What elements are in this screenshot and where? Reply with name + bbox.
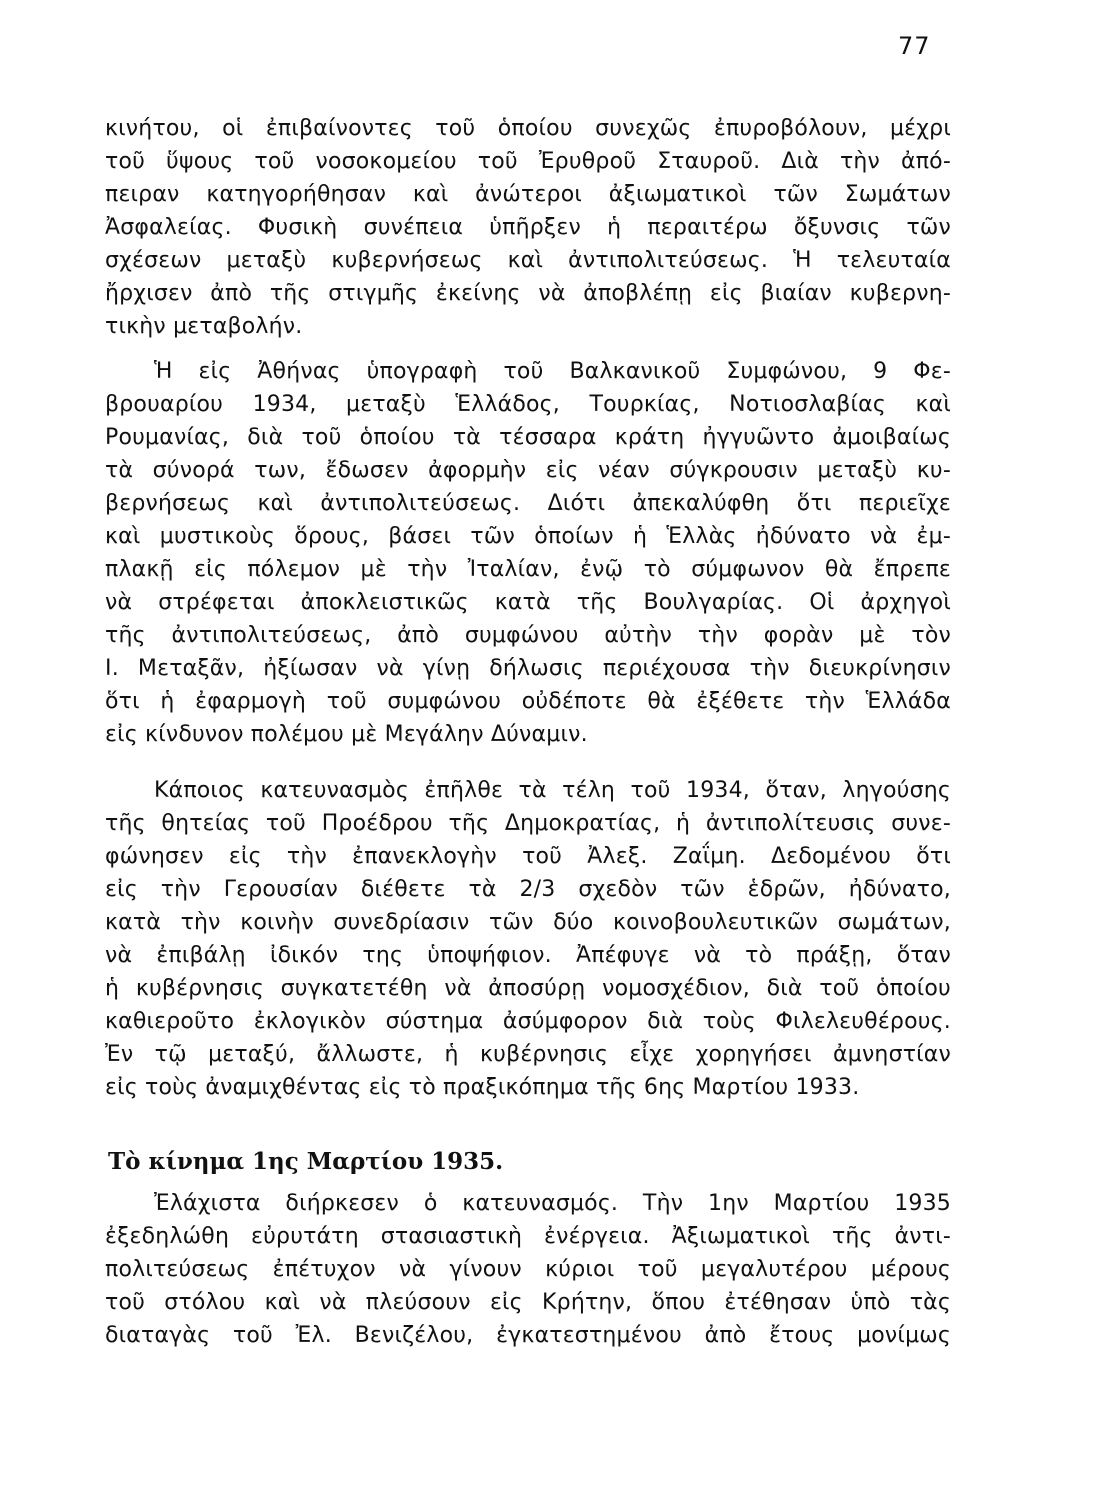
text-line: βερνήσεως καὶ ἀντιπολιτεύσεως. Διότι ἀπεκαλύφθη ὅτι περιεῖχε xyxy=(105,491,951,516)
text-line: εἰς κίνδυνον πολέμου μὲ Μεγάλην Δύναμιν. xyxy=(105,722,588,747)
text-line: νὰ ἐπιβάλῃ ἰδικόν της ὑποψήφιον. Ἀπέφυγε νὰ τὸ πράξῃ, ὅταν xyxy=(105,943,951,968)
text-line: Ἐν τῷ μεταξύ, ἄλλωστε, ἡ κυβέρνησις εἶχε χορηγήσει ἀμνηστίαν xyxy=(105,1042,951,1067)
text-line: τῆς ἀντιπολιτεύσεως, ἀπὸ συμφώνου αὐτὴν τὴν φορὰν μὲ τὸν xyxy=(105,623,951,648)
page-number: 77 xyxy=(898,32,931,60)
text-line: ὅτι ἡ ἐφαρμογὴ τοῦ συμφώνου οὐδέποτε θὰ ἐξέθετε τὴν Ἑλλάδα xyxy=(105,689,951,714)
text-line: εἰς τὴν Γερουσίαν διέθετε τὰ 2/3 σχεδὸν τῶν ἑδρῶν, ἠδύνατο, xyxy=(105,877,951,902)
text-line: Ρουμανίας, διὰ τοῦ ὁποίου τὰ τέσσαρα κράτη ἠγγυῶντο ἀμοιβαίως xyxy=(105,425,951,450)
text-line: Ι. Μεταξᾶν, ἠξίωσαν νὰ γίνῃ δήλωσις περιέχουσα τὴν διευκρίνησιν xyxy=(105,656,951,681)
text-line: ἡ κυβέρνησις συγκατετέθη νὰ ἀποσύρῃ νομοσχέδιον, διὰ τοῦ ὁποίου xyxy=(105,976,951,1001)
text-line: καθιεροῦτο ἐκλογικὸν σύστημα ἀσύμφορον διὰ τοὺς Φιλελευθέρους. xyxy=(105,1009,951,1034)
text-line: φώνησεν εἰς τὴν ἐπανεκλογὴν τοῦ Ἀλεξ. Ζαΐμη. Δεδομένου ὅτι xyxy=(105,844,951,869)
text-line: πλακῇ εἰς πόλεμον μὲ τὴν Ἰταλίαν, ἐνῷ τὸ σύμφωνον θὰ ἔπρεπε xyxy=(105,557,951,582)
text-line: ἐξεδηλώθη εὐρυτάτη στασιαστικὴ ἐνέργεια. Ἀξιωματικοὶ τῆς ἀντι- xyxy=(105,1224,951,1249)
text-line: βρουαρίου 1934, μεταξὺ Ἑλλάδος, Τουρκίας, Νοτιοσλαβίας καὶ xyxy=(105,392,951,417)
text-line: καὶ μυστικοὺς ὅρους, βάσει τῶν ὁποίων ἡ Ἑλλὰς ἠδύνατο νὰ ἐμ- xyxy=(105,524,951,549)
paragraph-3 xyxy=(105,774,951,1104)
text-line: νὰ στρέφεται ἀποκλειστικῶς κατὰ τῆς Βουλγαρίας. Οἱ ἀρχηγοὶ xyxy=(105,590,951,615)
text-line: σχέσεων μεταξὺ κυβερνήσεως καὶ ἀντιπολιτεύσεως. Ἡ τελευταία xyxy=(105,248,951,273)
text-line: πειραν κατηγορήθησαν καὶ ἀνώτεροι ἀξιωματικοὶ τῶν Σωμάτων xyxy=(105,182,951,207)
text-line: πολιτεύσεως ἐπέτυχον νὰ γίνουν κύριοι τοῦ μεγαλυτέρου μέρους xyxy=(105,1257,951,1282)
paragraph-1 xyxy=(105,112,951,343)
text-line: τικὴν μεταβολήν. xyxy=(105,314,303,339)
text-line: Κάποιος κατευνασμὸς ἐπῆλθε τὰ τέλη τοῦ 1934, ὅταν, ληγούσης xyxy=(154,778,951,803)
text-line: Ἐλάχιστα διήρκεσεν ὁ κατευνασμός. Τὴν 1ην Μαρτίου 1935 xyxy=(154,1191,951,1216)
text-line: τοῦ ὕψους τοῦ νοσοκομείου τοῦ Ἐρυθροῦ Σταυροῦ. Διὰ τὴν ἀπό- xyxy=(105,149,951,174)
text-line: τοῦ στόλου καὶ νὰ πλεύσουν εἰς Κρήτην, ὅπου ἐτέθησαν ὑπὸ τὰς xyxy=(105,1290,951,1315)
text-line: τὰ σύνορά των, ἔδωσεν ἀφορμὴν εἰς νέαν σύγκρουσιν μεταξὺ κυ- xyxy=(105,458,951,483)
text-line: κινήτου, οἱ ἐπιβαίνοντες τοῦ ὁποίου συνεχῶς ἐπυροβόλουν, μέχρι xyxy=(105,116,951,141)
section-heading: Τὸ κίνημα 1ης Μαρτίου 1935. xyxy=(108,1148,504,1175)
text-line: Ἡ εἰς Ἀθήνας ὑπογραφὴ τοῦ Βαλκανικοῦ Συμφώνου, 9 Φε- xyxy=(154,359,951,384)
text-line: Ἀσφαλείας. Φυσικὴ συνέπεια ὑπῆρξεν ἡ περαιτέρω ὄξυνσις τῶν xyxy=(105,215,951,240)
text-line: ἤρχισεν ἀπὸ τῆς στιγμῆς ἐκείνης νὰ ἀποβλέπῃ εἰς βιαίαν κυβερνη- xyxy=(105,281,951,306)
paragraph-4 xyxy=(105,1187,951,1352)
paragraph-2 xyxy=(105,355,951,751)
text-line: κατὰ τὴν κοινὴν συνεδρίασιν τῶν δύο κοινοβουλευτικῶν σωμάτων, xyxy=(105,910,951,935)
text-line: τῆς θητείας τοῦ Προέδρου τῆς Δημοκρατίας, ἡ ἀντιπολίτευσις συνε- xyxy=(105,811,951,836)
text-line: εἰς τοὺς ἀναμιχθέντας εἰς τὸ πραξικόπημα τῆς 6ης Μαρτίου 1933. xyxy=(105,1075,860,1100)
text-line: διαταγὰς τοῦ Ἐλ. Βενιζέλου, ἐγκατεστημένου ἀπὸ ἔτους μονίμως xyxy=(105,1323,951,1348)
